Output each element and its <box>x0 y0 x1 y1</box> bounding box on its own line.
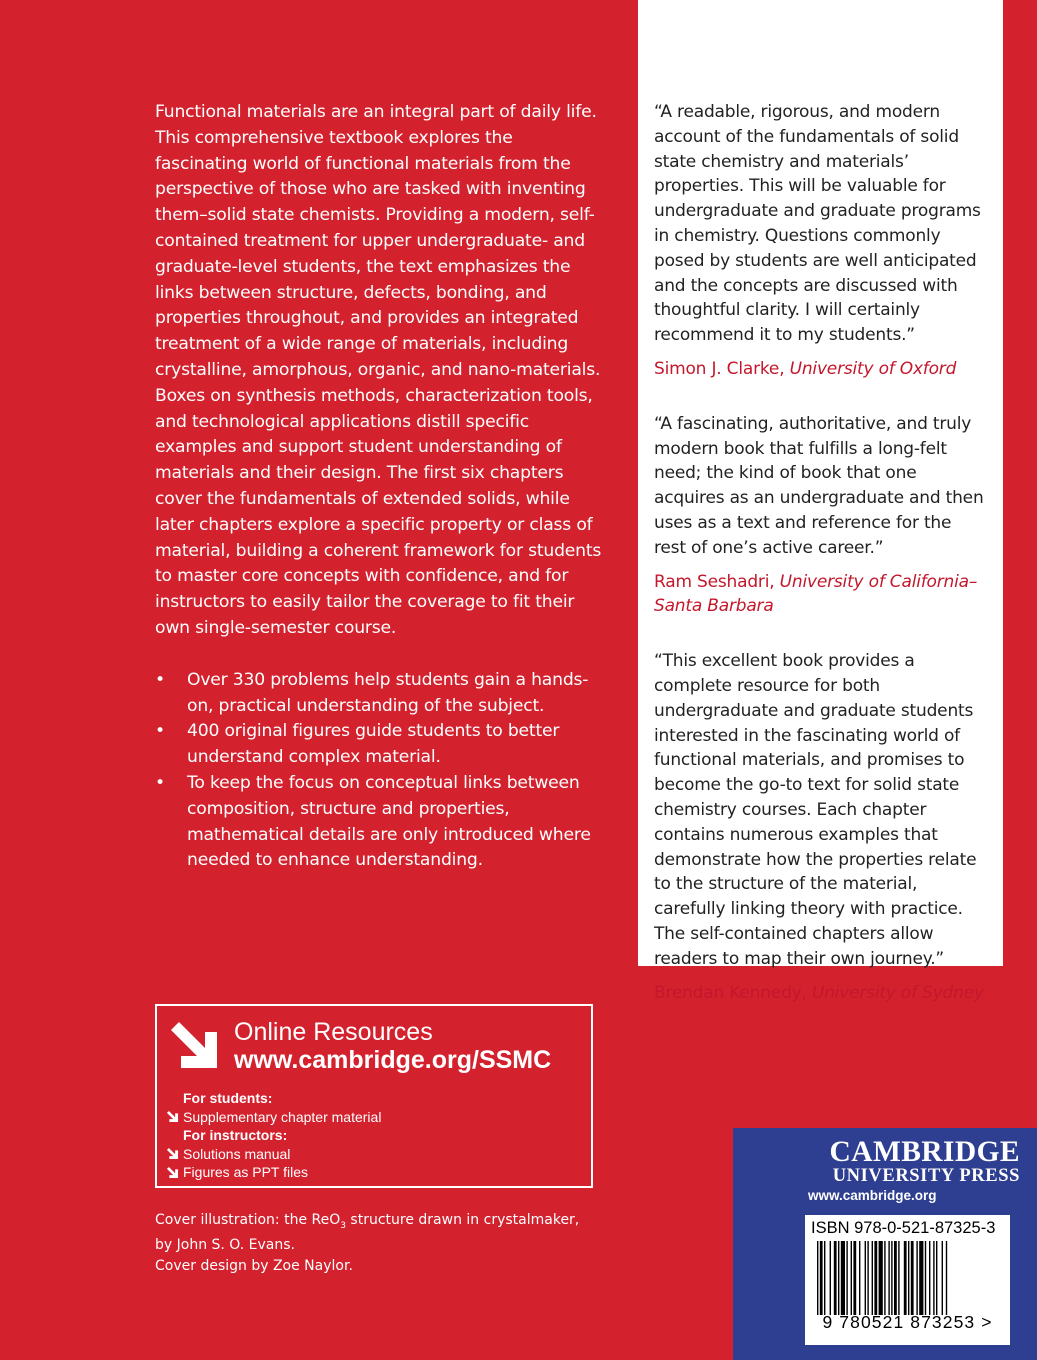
endorsement-attribution: Ram Seshadri, University of California–Santa Barbara <box>654 571 978 617</box>
publisher-block <box>733 1128 1037 1360</box>
feature-list <box>155 668 605 874</box>
endorsement <box>654 100 987 382</box>
isbn-text: ISBN 978-0-521-87325-3 <box>811 1219 996 1237</box>
endorsement-attribution: Simon J. Clarke, University of Oxford <box>654 358 957 379</box>
resource-item <box>166 1145 381 1164</box>
endorsement-attribution: Brendan Kennedy, University of Sydney <box>654 982 984 1003</box>
endorsement-text: “A readable, rigorous, and modern account of the fundamentals of solid state chemistry and materials’ properties. This will be valuable for undergraduate and graduate programs in chemistry. Questions commonly posed by students are well anticipated and the concepts are discussed with thoughtful clarity. I will certainly recommend it to my students.” <box>654 102 981 346</box>
endorsement-author: Ram Seshadri <box>654 571 770 592</box>
feature-bullet: • Over 330 problems help students gain a hands-on, practical understanding of the subject. <box>155 668 605 720</box>
arrow-down-right-icon <box>166 1166 179 1179</box>
endorsements-panel <box>638 0 1003 1003</box>
arrow-down-right-icon <box>166 1147 179 1160</box>
endorsement-affiliation: University of Oxford <box>789 358 957 379</box>
cover-design-credit: Cover design by Zoe Naylor. <box>155 1258 353 1274</box>
endorsement-text: “This excellent book provides a complete resource for both undergraduate and graduate students interested in the fascinating world of functional materials, and promises to become the go-to text for solid state chemistry courses. Each chapter contains numerous examples that demonstrate how the properties relate to the structure of the material, carefully linking theory with practice. The self-contained chapters allow readers to map their own journey.” <box>654 651 977 969</box>
endorsement <box>654 412 987 619</box>
feature-bullet: • 400 original figures guide students to better understand complex material. <box>155 719 605 771</box>
endorsement-affiliation: University of Sydney <box>811 982 984 1003</box>
illustration-credit-prefix: Cover illustration: the ReO <box>155 1212 341 1228</box>
barcode-label <box>805 1215 1010 1345</box>
barcode-icon <box>815 1241 1001 1315</box>
online-resources-url[interactable]: www.cambridge.org/SSMC <box>234 1046 552 1074</box>
resource-item <box>166 1108 381 1127</box>
online-resources-list <box>166 1089 381 1182</box>
illustration-credit-subscript: 3 <box>340 1220 346 1231</box>
book-description <box>155 100 605 874</box>
students-heading: For students: <box>183 1090 273 1106</box>
endorsement-text: “A fascinating, authoritative, and truly modern book that fulfills a long-felt need; the kind of book that one acquires as an undergraduate and then uses as a text and reference for the rest of one’s active career.” <box>654 413 984 558</box>
resource-item-label: Supplementary chapter material <box>183 1108 382 1125</box>
publisher-website: www.cambridge.org <box>808 1188 937 1203</box>
illustration-credit-line2: by John S. O. Evans. <box>155 1237 295 1254</box>
feature-bullet: • To keep the focus on conceptual links between composition, structure and properties, mathematical details are only introduced where needed to enhance understanding. <box>155 771 605 874</box>
endorsement-author: Brendan Kennedy <box>654 982 802 1003</box>
endorsement-author: Simon J. Clarke <box>654 358 780 379</box>
resource-item-label: Figures as PPT files <box>183 1164 309 1180</box>
resource-item <box>166 1163 381 1182</box>
arrow-down-right-icon <box>166 1110 179 1123</box>
resource-item-label: Solutions manual <box>183 1145 291 1162</box>
instructors-heading: For instructors: <box>183 1127 288 1143</box>
cover-illustration-credit <box>155 1211 615 1256</box>
endorsement <box>654 649 987 1005</box>
online-resources-title: Online Resources <box>234 1018 433 1046</box>
publisher-subname: UNIVERSITY PRESS <box>832 1166 1020 1186</box>
endorsement-affiliation: University of California–Santa Barbara <box>654 571 978 617</box>
online-resources-box <box>155 1004 593 1188</box>
illustration-credit-suffix: structure drawn in crystalmaker, <box>345 1212 580 1228</box>
ean-digits: 9 780521 873253 > <box>822 1312 993 1332</box>
publisher-name: CAMBRIDGE <box>829 1136 1020 1168</box>
description-paragraph: Functional materials are an integral part of daily life. This comprehensive textbook explores the fascinating world of functional materials from the perspective of those who are tasked with inventing them–solid state chemists. Providing a modern, self-contained treatment for upper undergraduate- and graduate-level students, the text emphasizes the links between structure, defects, bonding, and properties throughout, and provides an integrated treatment of a wide range of materials, including crystalline, amorphous, organic, and nano-materials. Boxes on synthesis methods, characterization tools, and technological applications distill specific examples and support student understanding of materials and their design. The first six chapters cover the fundamentals of extended solids, while later chapters explore a specific property or class of material, building a coherent framework for students to master core concepts with confidence, and for instructors to easily tailor the coverage to fit their own single-semester course. <box>155 102 602 638</box>
arrow-down-right-icon <box>167 1018 221 1072</box>
